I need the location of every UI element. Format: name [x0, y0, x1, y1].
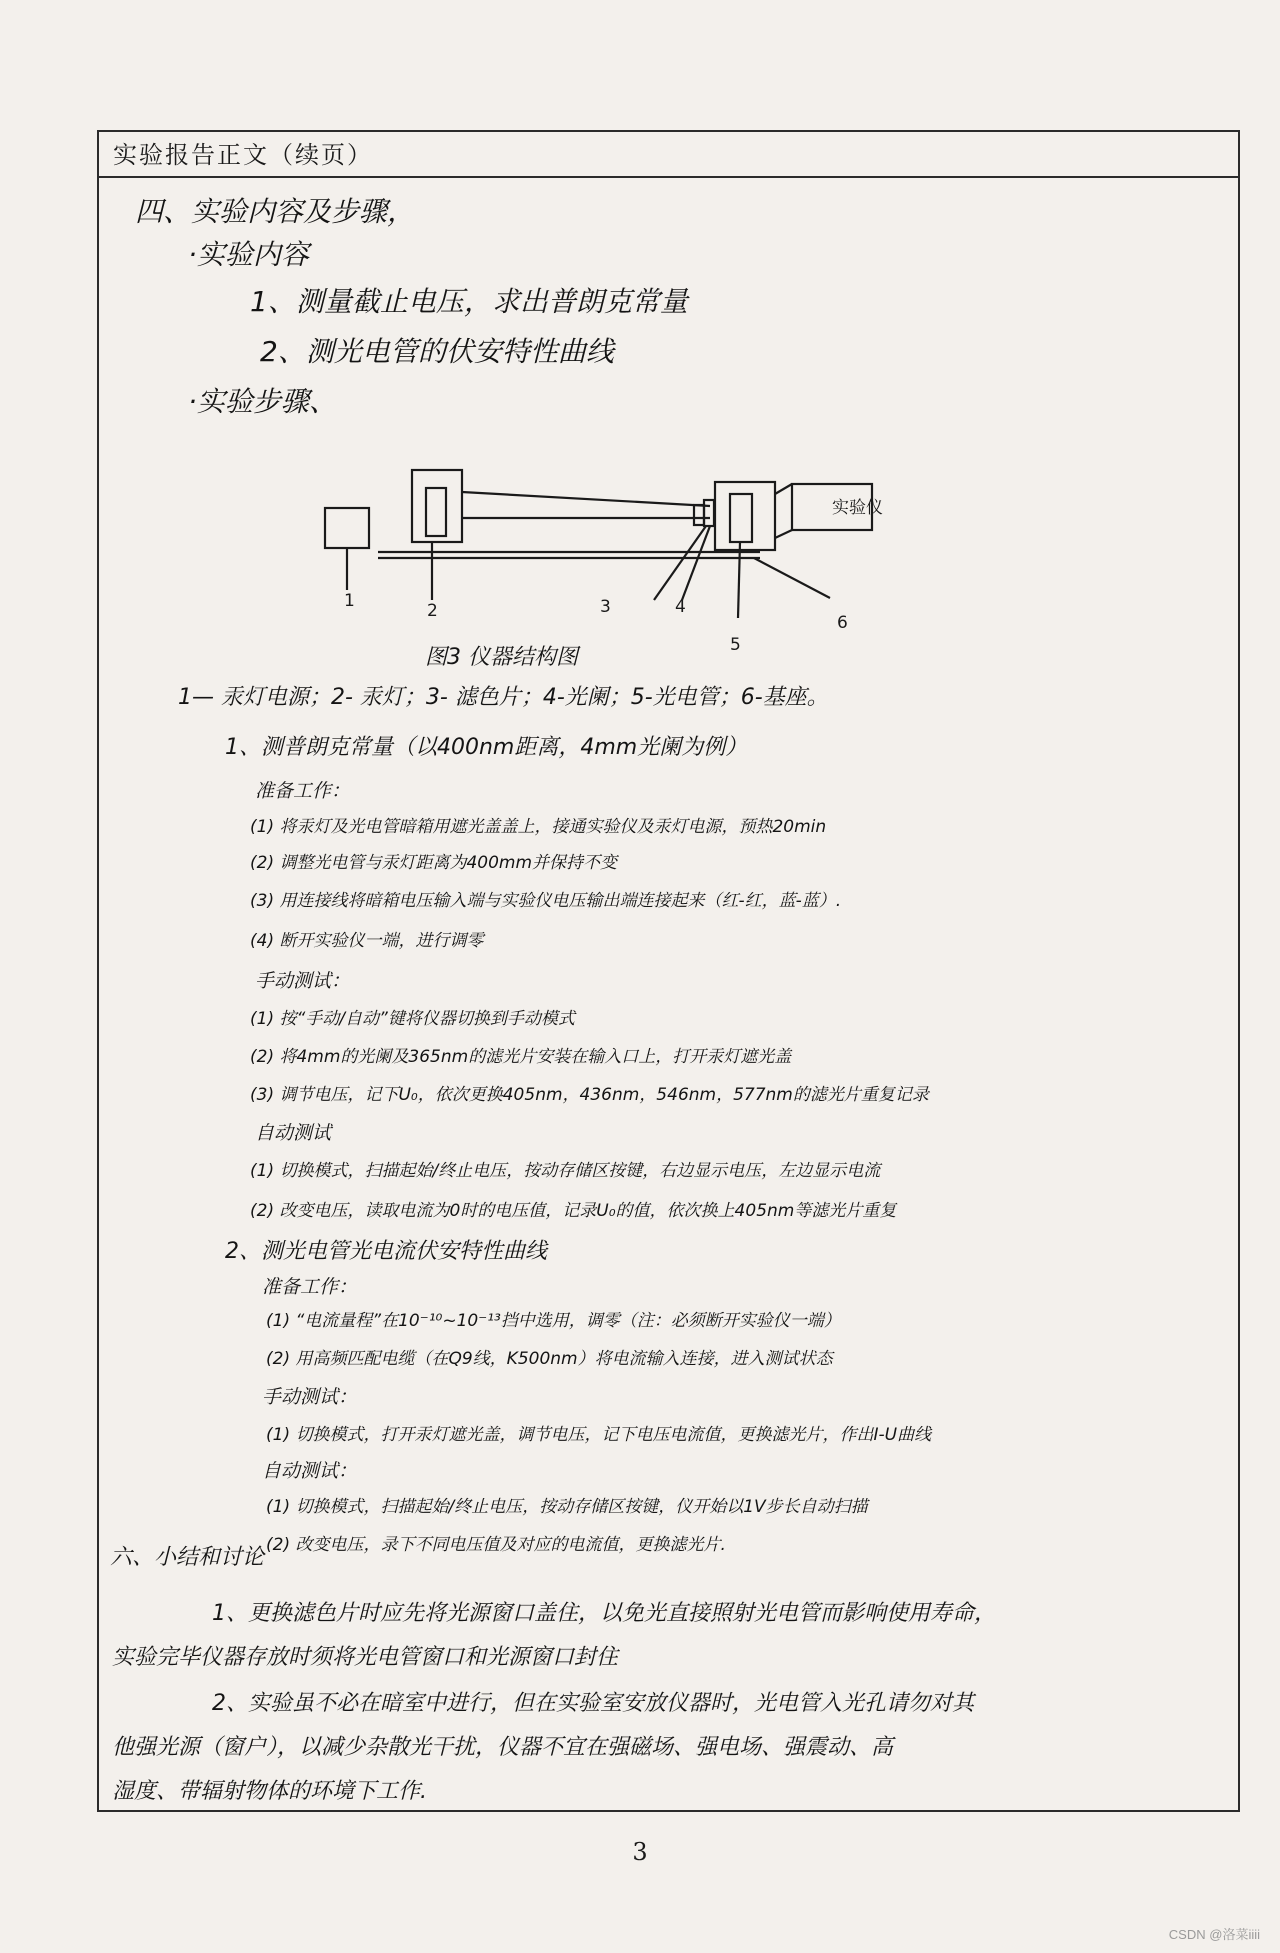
part1-title: 1、测普朗克常量（以400nm距离，4mm光阑为例）: [225, 735, 748, 760]
apparatus-diagram: [310, 460, 910, 660]
callout-1: 1: [344, 591, 355, 611]
summary-line-1: 1、更换滤色片时应先将光源窗口盖住，以免光直接照射光电管而影响使用寿命，: [212, 1601, 996, 1626]
part2-title: 2、测光电管光电流伏安特性曲线: [225, 1239, 547, 1264]
steps-bullet: ·实验步骤、: [188, 385, 337, 418]
report-header: 实验报告正文（续页）: [99, 132, 1238, 178]
part2-auto-label: 自动测试：: [262, 1460, 358, 1482]
part2-auto-step-1: (1) 切换模式，扫描起始/终止电压，按动存储区按键，仪开始以1V步长自动扫描: [266, 1497, 868, 1517]
part2-prep-label: 准备工作：: [262, 1276, 358, 1298]
phototube-box: [715, 482, 775, 550]
part2-prep-step-1: (1) “电流量程”在10⁻¹⁰~10⁻¹³挡中选用，调零（注：必须断开实验仪一端）: [266, 1311, 841, 1331]
content-bullet: ·实验内容: [188, 238, 309, 271]
section4-heading: 四、实验内容及步骤，: [135, 195, 416, 228]
section6-heading: 六、小结和讨论: [110, 1545, 265, 1570]
diagram-caption: 图3 仪器结构图: [425, 645, 578, 670]
callout-4: 4: [675, 597, 686, 617]
manual-step-1: (1) 按“手动/自动”键将仪器切换到手动模式: [250, 1009, 575, 1029]
prep-label: 准备工作：: [255, 780, 351, 802]
callout-2: 2: [427, 601, 438, 621]
filter-slab: [704, 500, 714, 526]
source-watermark: CSDN @洛菜iiii: [1168, 1927, 1260, 1942]
manual-step-3: (3) 调节电压，记下U₀，依次更换405nm，436nm，546nm，577nm的滤光片重复记录: [250, 1085, 929, 1105]
manual-label: 手动测试：: [255, 970, 351, 992]
summary-line-4: 他强光源（窗户），以减少杂散光干扰，仪器不宜在强磁场、强电场、强震动、高: [112, 1735, 894, 1760]
auto-step-2: (2) 改变电压，读取电流为0时的电压值，记录U₀的值，依次换上405nm等滤光片重复: [250, 1201, 897, 1221]
phototube-inner: [730, 494, 752, 542]
part2-manual-step-1: (1) 切换模式，打开汞灯遮光盖，调节电压，记下电压电流值，更换滤光片，作出I-U曲线: [266, 1425, 932, 1445]
auto-step-1: (1) 切换模式，扫描起始/终止电压，按动存储区按键，右边显示电压，左边显示电流: [250, 1161, 881, 1181]
aperture-slab: [694, 505, 704, 525]
auto-label: 自动测试: [255, 1122, 332, 1144]
prep-step-3: (3) 用连接线将暗箱电压输入端与实验仪电压输出端连接起来（红-红，蓝-蓝）.: [250, 891, 842, 911]
part2-manual-label: 手动测试：: [262, 1386, 358, 1408]
callout-6: 6: [837, 613, 848, 633]
summary-line-2: 实验完毕仪器存放时须将光电管窗口和光源窗口封住: [112, 1645, 619, 1670]
summary-line-5: 湿度、带辐射物体的环境下工作.: [112, 1779, 427, 1804]
summary-line-3: 2、实验虽不必在暗室中进行，但在实验室安放仪器时，光电管入光孔请勿对其: [212, 1691, 974, 1716]
diagram-legend: 1— 汞灯电源；2- 汞灯；3- 滤色片；4-光阑；5-光电管；6-基座。: [178, 685, 829, 710]
content-item-1: 1、测量截止电压，求出普朗克常量: [250, 285, 688, 318]
instrument-box-label: 实验仪: [832, 498, 883, 518]
page-number: 3: [632, 1838, 648, 1866]
part2-auto-step-2: (2) 改变电压，录下不同电压值及对应的电流值，更换滤光片.: [266, 1535, 726, 1555]
mercury-lamp-inner: [426, 488, 446, 536]
prep-step-2: (2) 调整光电管与汞灯距离为400mm并保持不变: [250, 853, 618, 873]
callout-3: 3: [600, 597, 611, 617]
mercury-lamp-housing: [412, 470, 462, 542]
mercury-lamp-power-box: [325, 508, 369, 548]
prep-step-4: (4) 断开实验仪一端，进行调零: [250, 931, 484, 951]
callout-5: 5: [730, 635, 741, 655]
part2-prep-step-2: (2) 用高频匹配电缆（在Q9线，K500nm）将电流输入连接，进入测试状态: [266, 1349, 833, 1369]
manual-step-2: (2) 将4mm的光阑及365nm的滤光片安装在输入口上，打开汞灯遮光盖: [250, 1047, 792, 1067]
content-item-2: 2、测光电管的伏安特性曲线: [260, 335, 614, 368]
prep-step-1: (1) 将汞灯及光电管暗箱用遮光盖盖上，接通实验仪及汞灯电源，预热20min: [250, 817, 827, 837]
